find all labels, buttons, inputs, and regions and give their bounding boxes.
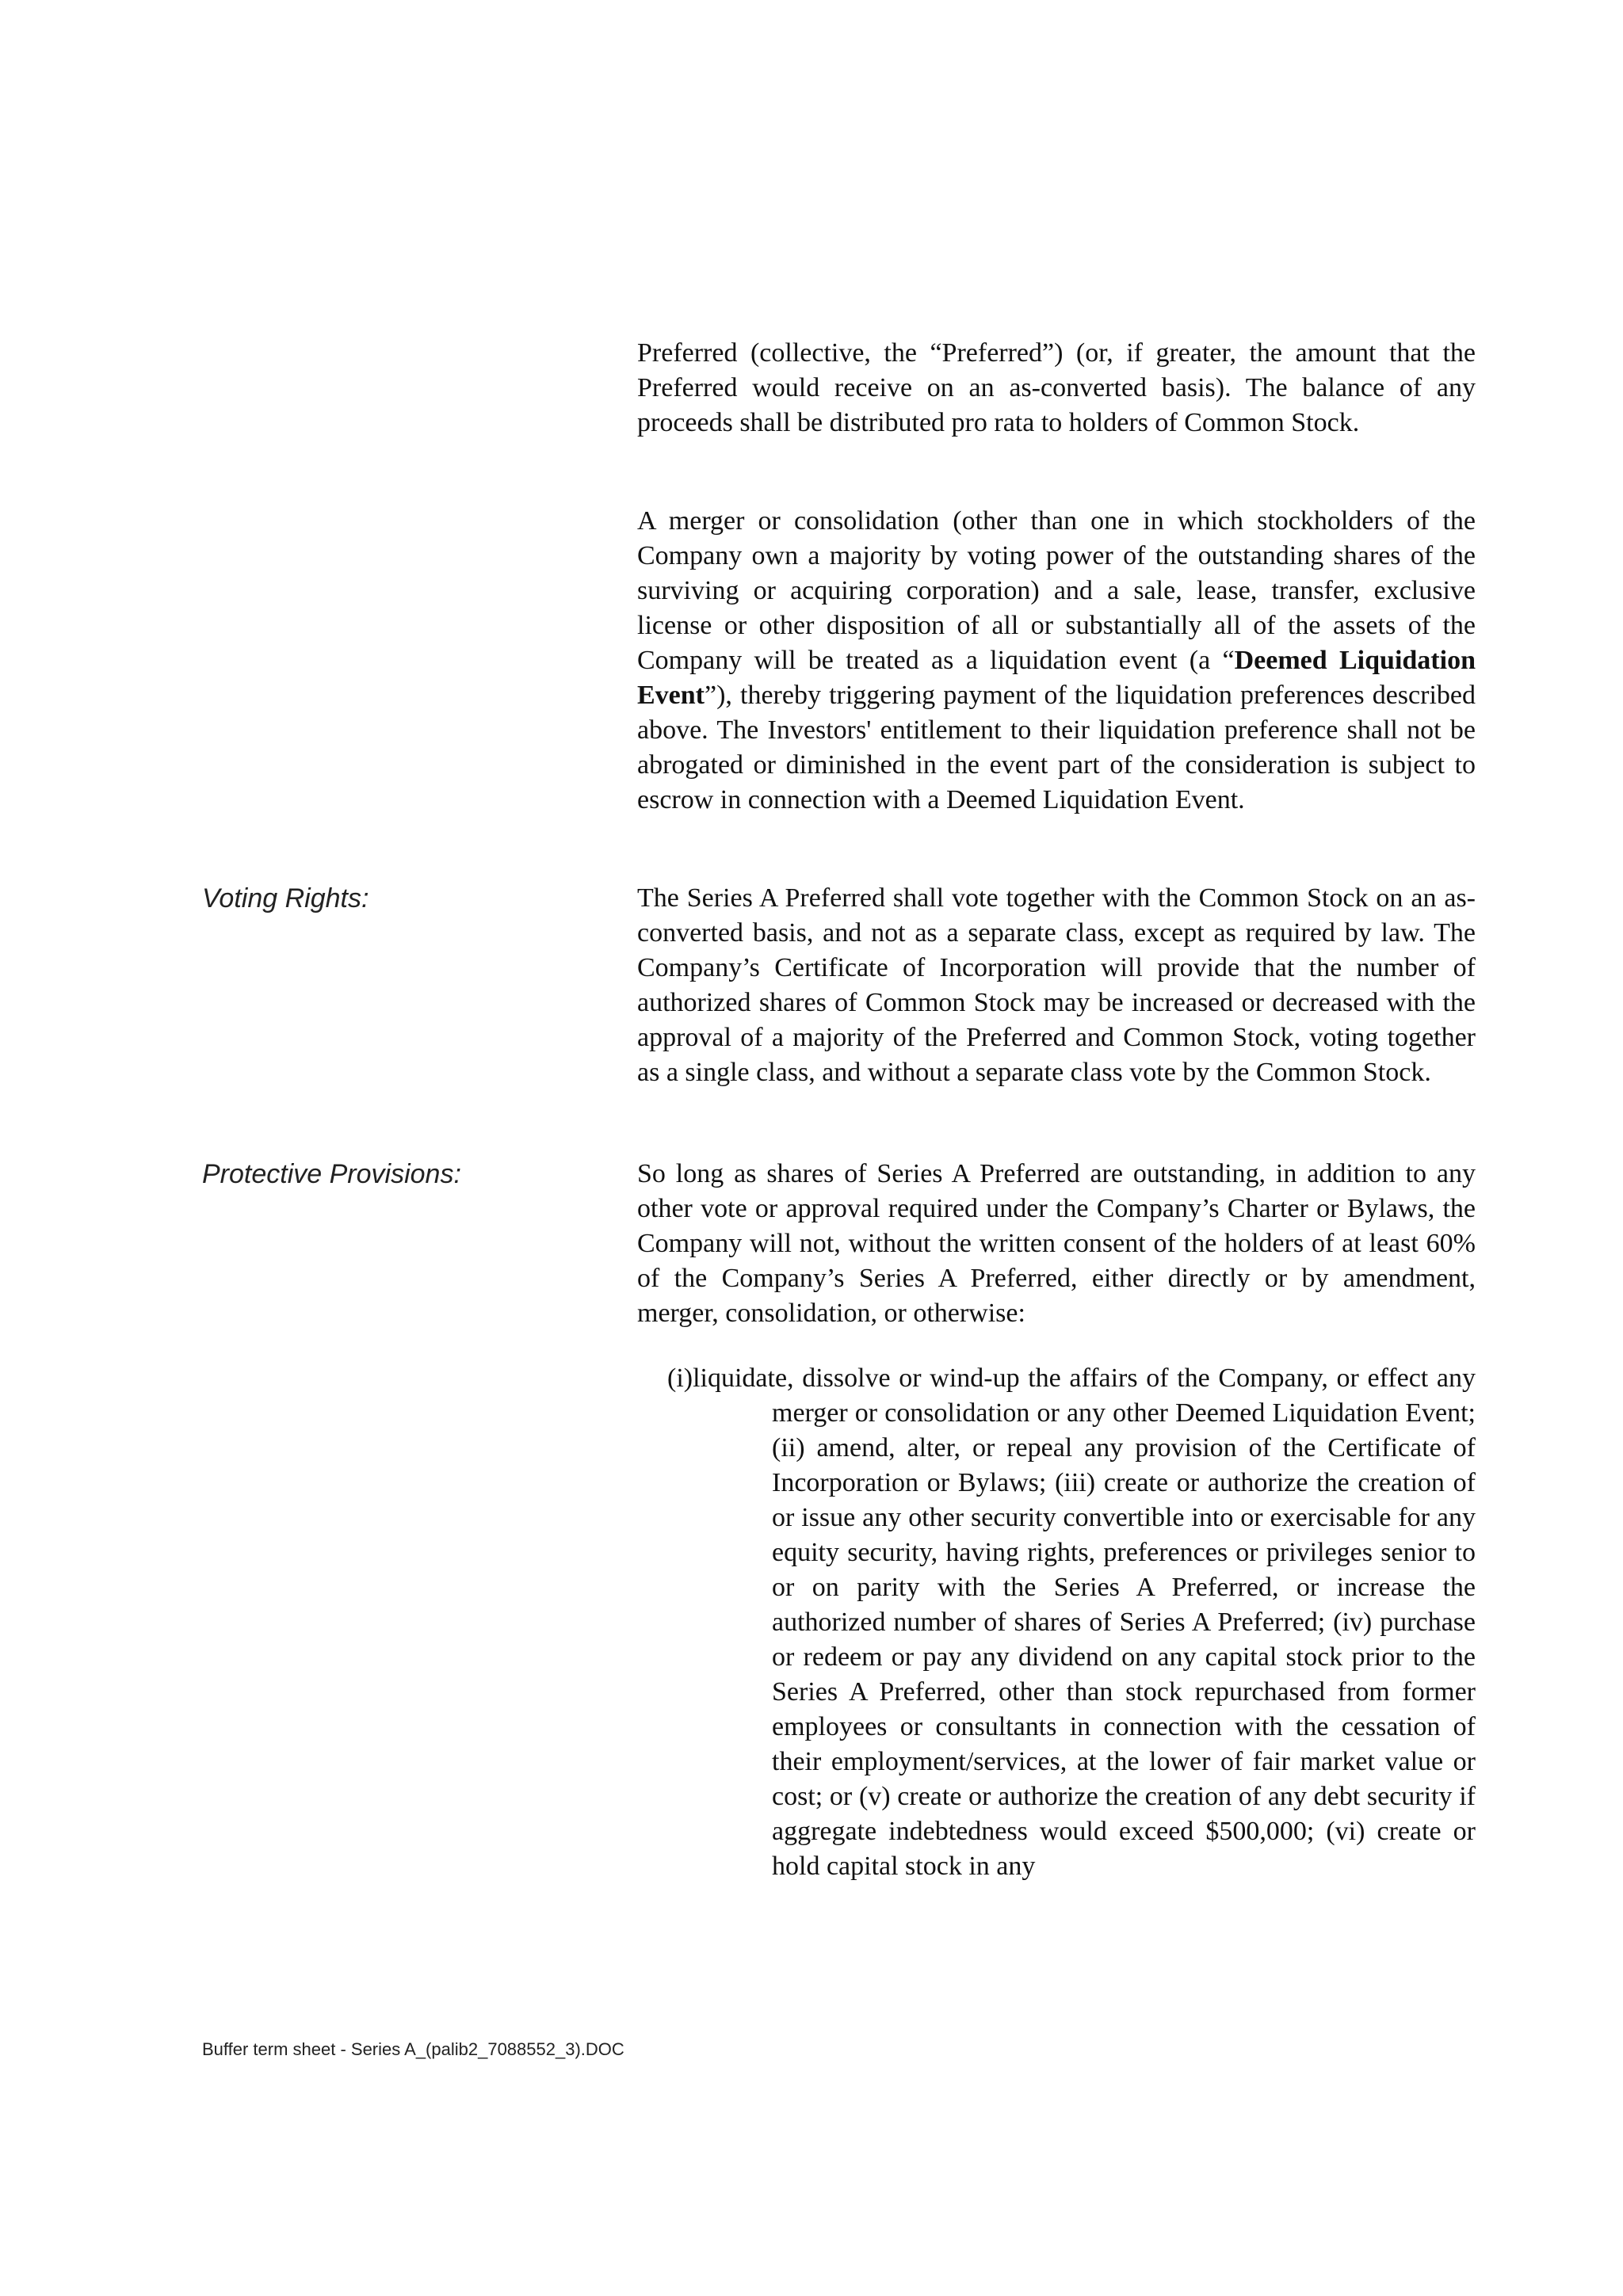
paragraph-preferred-balance: Preferred (collective, the “Preferred”) (or, if greater, the amount that the Preferred would receive on an as-converted basis). The balance of any proceeds shall be distributed pro rata to holders of Common Stock. [637, 338, 1476, 437]
voting-rights-text: The Series A Preferred shall vote together with the Common Stock on an as-converted basis, and not as a separate class, except as required by law. The Company’s Certificate of Incorporation will provide that the number of authorized shares of Common Stock may be increased or decreased with the approval of a majority of the Preferred and Common Stock, voting together as a single class, and without a separate class vote by the Common Stock. [637, 883, 1476, 1087]
protective-provisions-label: Protective Provisions: [202, 1159, 461, 1189]
protective-provisions-text: So long as shares of Series A Preferred are outstanding, in addition to any other vote or approval required under the Company’s Charter or Bylaws, the Company will not, without the written consent of the holders of at least 60% of the Company’s Series A Preferred, either directly or by amendment, merger, consolidation, or otherwise: [637, 1159, 1476, 1328]
document-footer: Buffer term sheet - Series A_(palib2_7088552_3).DOC [202, 2039, 624, 2059]
protective-provisions-list: (i)liquidate, dissolve or wind-up the affairs of the Company, or effect any merger or consolidation or any other Deemed Liquidation Event; (ii) amend, alter, or repeal any provision of the Certificate of Incorporation or Bylaws; (iii) create or authorize the creation of or issue any other security convertible into or exercisable for any equity security, having rights, preferences or privileges senior to or on parity with the Series A Preferred, or increase the authorized number of shares of Series A Preferred; (iv) purchase or redeem or pay any dividend on any capital stock prior to the Series A Preferred, other than stock repurchased from former employees or consultants in connection with the cessation of their employment/services, at the lower of fair market value or cost; or (v) create or authorize the creation of any debt security if aggregate indebtedness would exceed $500,000; (vi) create or hold capital stock in any [667, 1363, 1476, 1881]
deemed-liquidation-term: Deemed Liquidation Event [637, 646, 1476, 710]
paragraph-deemed-liquidation [637, 504, 1476, 818]
deemed-liquidation-text-end: ”), thereby triggering payment of the liquidation preferences described above. The Investors' entitlement to their liquidation preference shall not be abrogated or diminished in the event part of the consideration is subject to escrow in connection with a Deemed Liquidation Event. [637, 681, 1476, 814]
deemed-liquidation-text-start: A merger or consolidation (other than one in which stockholders of the Company own a majority by voting power of the outstanding shares of the surviving or acquiring corporation) and a sale, lease, transfer, exclusive license or other disposition of all or substantially all of the assets of the Company will be treated as a liquidation event (a “ [637, 506, 1476, 675]
voting-rights-label: Voting Rights: [202, 883, 369, 913]
